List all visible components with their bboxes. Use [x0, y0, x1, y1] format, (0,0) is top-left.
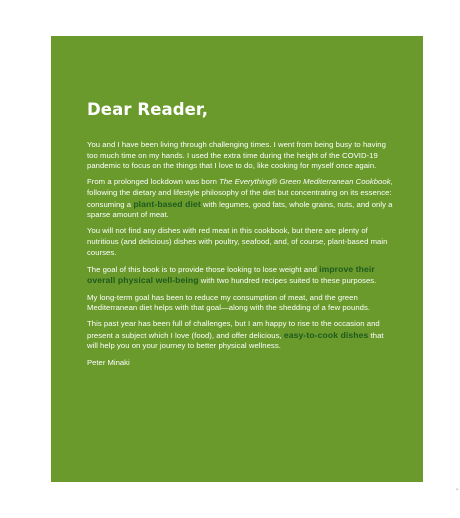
book-title: The Everything® Green Mediterranean Cookbook [219, 177, 391, 187]
paragraph-3: You will not find any dishes with red meat in this cookbook, but there are plenty of nutritious (and delicious) dishes with poultry, seafood, and, of course, plant-based main courses. [87, 226, 388, 257]
paragraph-2-text-c: with legumes, good fats, whole grains, nuts, and only a sparse amount of meat. [87, 199, 393, 220]
paragraph-4-text-b: with two hundred recipes suited to these purposes. [198, 276, 377, 286]
corner-mark-icon: ✦ [455, 487, 460, 493]
highlight-well-being: improve their overall physical well-being [87, 263, 375, 286]
signature: Peter Minaki [87, 357, 130, 367]
highlight-plant-based-diet: plant-based diet [133, 198, 201, 209]
paragraph-2-text-a: From a prolonged lockdown was born [87, 177, 220, 187]
paragraph-6-text-b: that will help you on your journey to better physical wellness. [87, 330, 384, 351]
paragraph-2 [87, 177, 396, 220]
paragraph-4-text-a: The goal of this book is to provide those looking to lose weight and [87, 264, 320, 274]
paragraph-6-text-a: This past year has been full of challenges, but I am happy to rise to the occasion and present a subject which I love (food), and offer delicious, [87, 319, 380, 340]
paragraph-4 [87, 264, 396, 287]
paragraph-1: You and I have been living through challenging times. I went from being busy to having too much time on my hands. I used the extra time during the height of the COVID-19 pandemic to focus on the things that I love to do, like cooking for myself once again. [87, 140, 386, 171]
letter-heading: Dear Reader, [87, 100, 209, 119]
paragraph-5: My long-term goal has been to reduce my consumption of meat, and the green Mediterranean diet helps with that goal—along with the shedding of a few pounds. [87, 292, 371, 313]
letter-panel [51, 36, 423, 482]
highlight-easy-to-cook: easy-to-cook dishes [283, 329, 369, 340]
paragraph-2-text-b: , following the dietary and lifestyle philosophy of the diet but concentrating on its essence: consuming a [87, 177, 393, 209]
paragraph-6 [87, 319, 396, 352]
